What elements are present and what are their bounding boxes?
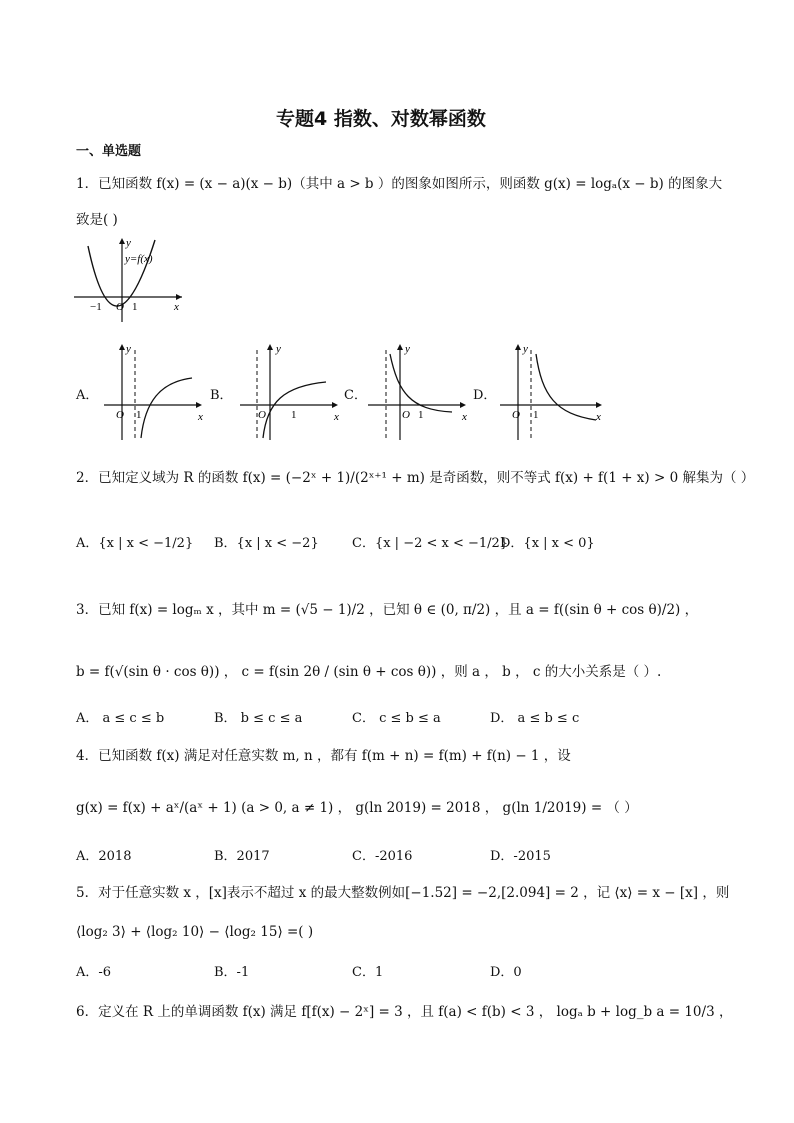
- q5-option-c[interactable]: C．1: [352, 965, 384, 980]
- q1-fig-x: x: [174, 301, 179, 313]
- q1-c-y: y: [405, 343, 410, 355]
- q1-b-x: x: [334, 411, 339, 423]
- q3-option-a[interactable]: A． a ≤ c ≤ b: [76, 711, 165, 726]
- q5-stem-line1: 5．对于任意实数 x ，[x]表示不超过 x 的最大整数例如[−1.52] = −2,[2.094] = 2 ，记 ⟨x⟩ = x − [x] ，则: [76, 885, 730, 901]
- q6-stem-line1: 6．定义在 R 上的单调函数 f(x) 满足 f[f(x) − 2ˣ] = 3 ，且 f(a) < f(b) < 3 ， logₐ b + log_b a = 10/3 ，: [76, 1004, 733, 1020]
- q2-option-a[interactable]: A．{x | x < −1/2}: [76, 536, 194, 551]
- q1-b-y: y: [276, 343, 281, 355]
- q1-option-b-label[interactable]: B．: [210, 388, 233, 403]
- q1-option-a-graph: [100, 340, 210, 442]
- q5-option-a[interactable]: A．-6: [76, 965, 112, 980]
- q2-option-b[interactable]: B．{x | x < −2}: [214, 536, 319, 551]
- q4-option-c[interactable]: C．-2016: [352, 849, 413, 864]
- q1-fig-1: 1: [132, 301, 138, 313]
- q2-option-d[interactable]: D．{x | x < 0}: [500, 536, 595, 551]
- q3-stem-line2: b = f(√(sin θ · cos θ)) ， c = f(sin 2θ / (sin θ + cos θ)) ，则 a ， b ， c 的大小关系是（ ）.: [76, 664, 662, 680]
- q1-d-1: 1: [533, 409, 539, 421]
- q1-fig-origin: O: [116, 301, 124, 313]
- q1-a-origin: O: [116, 409, 124, 421]
- q5-stem-line2: ⟨log₂ 3⟩ + ⟨log₂ 10⟩ − ⟨log₂ 15⟩ =( ): [76, 924, 314, 940]
- q2-option-c[interactable]: C．{x | −2 < x < −1/2}: [352, 536, 509, 551]
- q1-c-x: x: [462, 411, 467, 423]
- q5-option-b[interactable]: B．-1: [214, 965, 250, 980]
- q3-stem-line1: 3．已知 f(x) = logₘ x ，其中 m = (√5 − 1)/2 ，已知 θ ∈ (0, π/2) ，且 a = f((sin θ + cos θ)/2) ，: [76, 602, 699, 618]
- q5-option-d[interactable]: D．0: [490, 965, 522, 980]
- q1-option-d-graph: [496, 340, 616, 442]
- q1-b-origin: O: [258, 409, 266, 421]
- q1-c-origin: O: [402, 409, 410, 421]
- q1-option-d-label[interactable]: D．: [473, 388, 497, 403]
- q1-c-1: 1: [418, 409, 424, 421]
- q4-stem-line1: 4．已知函数 f(x) 满足对任意实数 m, n ，都有 f(m + n) = f(m) + f(n) − 1 ，设: [76, 748, 571, 764]
- q1-fig-y: y: [126, 237, 131, 249]
- q1-fig-neg1: −1: [90, 301, 102, 313]
- q1-d-y: y: [523, 343, 528, 355]
- q1-fig-label: y=f(x): [125, 253, 153, 265]
- page-title: 专题4 指数、对数幂函数: [276, 108, 486, 130]
- q1-d-origin: O: [512, 409, 520, 421]
- q1-parabola-figure: [70, 234, 190, 326]
- q3-option-c[interactable]: C． c ≤ b ≤ a: [352, 711, 441, 726]
- q4-option-b[interactable]: B．2017: [214, 849, 270, 864]
- q3-option-d[interactable]: D． a ≤ b ≤ c: [490, 711, 580, 726]
- q1-option-c-label[interactable]: C．: [344, 388, 367, 403]
- q1-a-y: y: [126, 343, 131, 355]
- q1-option-b-graph: [236, 340, 346, 442]
- section-heading: 一、单选题: [76, 144, 142, 159]
- q1-a-1: 1: [136, 409, 142, 421]
- q4-option-d[interactable]: D．-2015: [490, 849, 551, 864]
- q3-option-b[interactable]: B． b ≤ c ≤ a: [214, 711, 303, 726]
- q4-stem-line2: g(x) = f(x) + aˣ/(aˣ + 1) (a > 0, a ≠ 1) ， g(ln 2019) = 2018 ， g(ln 1/2019) = （ ）: [76, 800, 638, 816]
- q1-stem-line2: 致是( ): [76, 212, 118, 228]
- q4-option-a[interactable]: A．2018: [76, 849, 132, 864]
- q1-option-c-graph: [364, 340, 474, 442]
- q1-option-a-label[interactable]: A．: [76, 388, 99, 403]
- q1-a-x: x: [198, 411, 203, 423]
- q1-b-1: 1: [291, 409, 297, 421]
- q2-stem: 2．已知定义域为 R 的函数 f(x) = (−2ˣ + 1)/(2ˣ⁺¹ + m) 是奇函数，则不等式 f(x) + f(1 + x) > 0 解集为（ ）: [76, 470, 755, 486]
- q1-stem-line1: 1．已知函数 f(x) = (x − a)(x − b)（其中 a > b ）的图象如图所示，则函数 g(x) = logₐ(x − b) 的图象大: [76, 176, 723, 192]
- q1-d-x: x: [596, 411, 601, 423]
